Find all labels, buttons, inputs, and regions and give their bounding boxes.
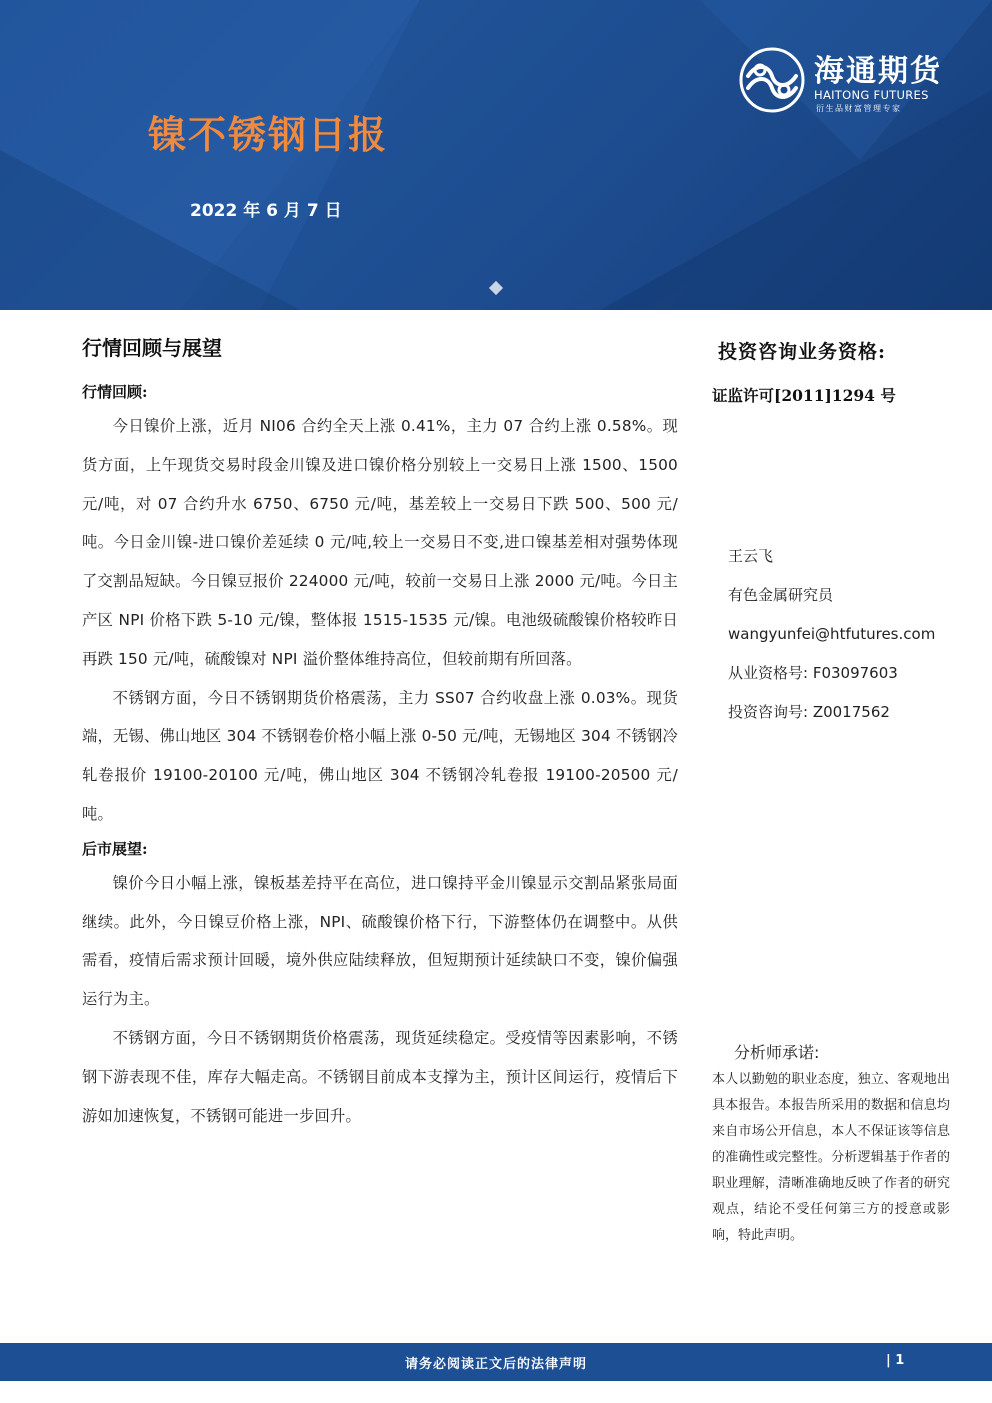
practice-number: 从业资格号: F03097603 <box>728 664 898 682</box>
page-number: | 1 <box>886 1353 905 1368</box>
outlook-heading: 后市展望: <box>82 839 148 858</box>
header-banner <box>0 0 992 310</box>
legal-notice-link[interactable]: 请务必阅读正文后的法律声明 <box>404 1357 587 1372</box>
review-paragraph: 不锈钢方面，今日不锈钢期货价格震荡，主力 SS07 合约收盘上涨 0.03%。现货端，无锡、佛山地区 304 不锈钢卷价格小幅上涨 0-50 元/吨，无锡地区 304 不锈钢冷轧卷报价 19100-20100 元/吨，佛山地区 304 不锈钢冷轧卷报 19100-20500 元/吨。 <box>82 688 678 823</box>
company-logo <box>738 42 958 122</box>
main-content <box>82 332 678 1135</box>
analyst-commitment <box>712 1040 950 1249</box>
review-paragraph: 今日镍价上涨，近月 NI06 合约全天上涨 0.41%，主力 07 合约上涨 0.58%。现货方面，上午现货交易时段金川镍及进口镍价格分别较上一交易日上涨 1500、1500 元/吨，对 07 合约升水 6750、6750 元/吨，基差较上一交易日下跌 500、500 元/吨。今日金川镍-进口镍价差延续 0 元/吨,较上一交易日不变,进口镍基差相对强势体现了交割品短缺。今日镍豆报价 224000 元/吨，较前一交易日上涨 2000 元/吨。今日主产区 NPI 价格下跌 5-10 元/镍，整体报 1515-1535 元/镍。电池级硫酸镍价格较昨日再跌 150 元/吨，硫酸镍对 NPI 溢价整体维持高位，但较前期有所回落。 <box>82 417 678 668</box>
logo-name-cn: 海通期货 <box>814 54 942 89</box>
analyst-name: 王云飞 <box>728 547 774 565</box>
report-date: 2022 年 6 月 7 日 <box>190 201 342 221</box>
outlook-paragraph: 不锈钢方面，今日不锈钢期货价格震荡，现货延续稳定。受疫情等因素影响，不锈钢下游表现不佳，库存大幅走高。不锈钢目前成本支撑为主，预计区间运行，疫情后下游如加速恢复，不锈钢可能进一步回升。 <box>82 1028 678 1125</box>
commitment-text: 本人以勤勉的职业态度，独立、客观地出具本报告。本报告所采用的数据和信息均来自市场公开信息，本人不保证该等信息的准确性或完整性。分析逻辑基于作者的职业理解，清晰准确地反映了作者的研究观点，结论不受任何第三方的授意或影响，特此声明。 <box>712 1072 950 1243</box>
analyst-role: 有色金属研究员 <box>728 586 834 604</box>
review-heading: 行情回顾: <box>82 383 148 401</box>
haitong-logo-icon <box>738 46 806 114</box>
footer-bar <box>0 1343 992 1381</box>
analyst-info <box>728 537 968 732</box>
advisory-number: 投资咨询号: Z0017562 <box>728 703 890 721</box>
logo-slogan: 衍生品财富管理专家 <box>816 104 902 113</box>
qualification-title: 投资咨询业务资格: <box>718 341 887 363</box>
section-title: 行情回顾与展望 <box>82 336 222 360</box>
outlook-paragraph: 镍价今日小幅上涨，镍板基差持平在高位，进口镍持平金川镍显示交割品紧张局面继续。此外，今日镍豆价格上涨，NPI、硫酸镍价格下行，下游整体仍在调整中。从供需看，疫情后需求预计回暖，境外供应陆续释放，但短期预计延续缺口不变，镍价偏强运行为主。 <box>82 873 678 1009</box>
analyst-email[interactable]: wangyunfei@htfutures.com <box>728 625 936 643</box>
commitment-title: 分析师承诺: <box>734 1043 820 1062</box>
qualification-number: 证监许可[2011]1294 号 <box>712 386 896 405</box>
report-title: 镍不锈钢日报 <box>148 112 389 157</box>
logo-name-en: HAITONG FUTURES <box>814 88 929 102</box>
